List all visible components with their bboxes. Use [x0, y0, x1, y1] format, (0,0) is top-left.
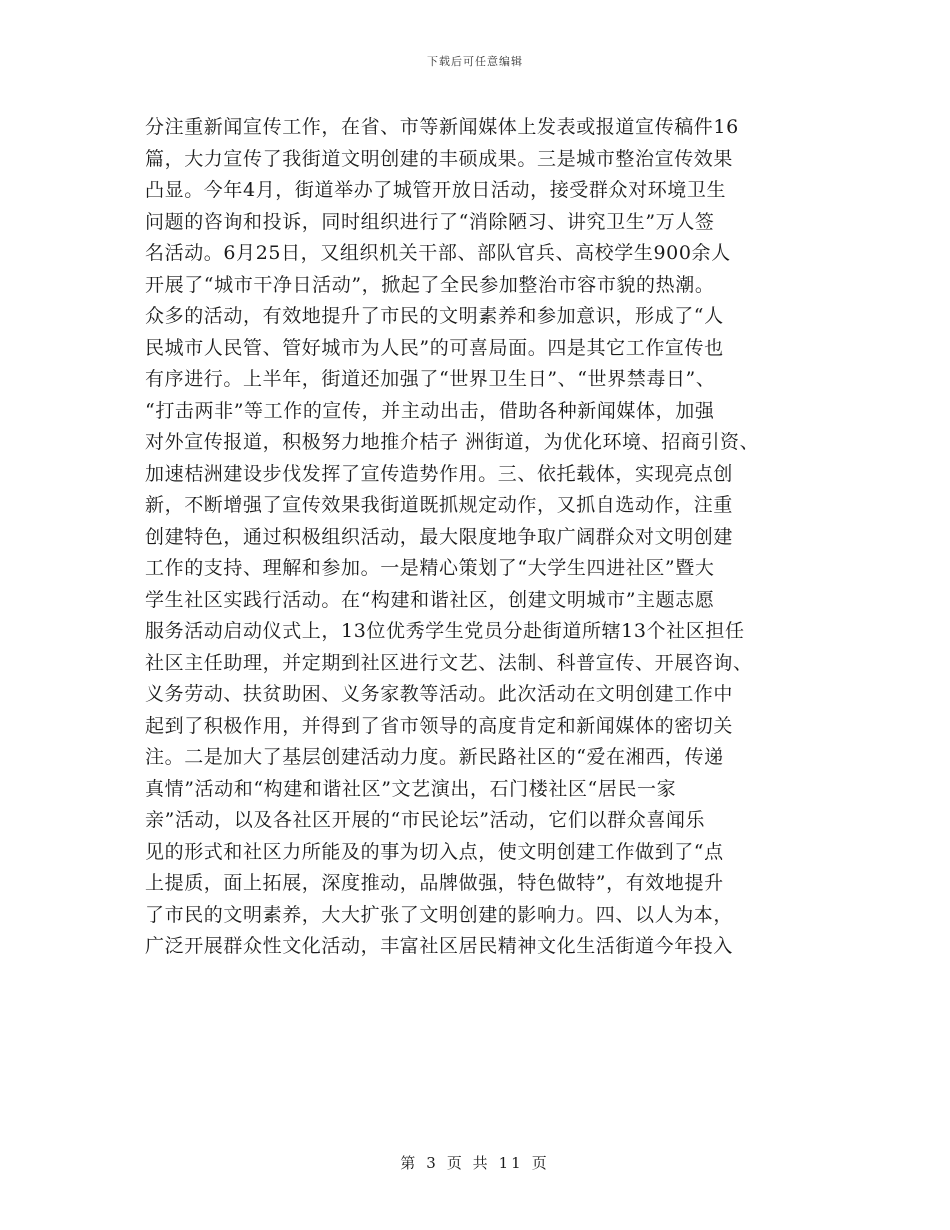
text-line: 有序进行。上半年，街道还加强了“世界卫生日”、“世界禁毒日”、	[145, 368, 716, 390]
text-line: 见的形式和社区力所能及的事为切入点，使文明创建工作做到了“点	[145, 840, 724, 863]
text-line: 分注重新闻宣传工作，在省、市等新闻媒体上发表或报道宣传稿件16	[145, 116, 739, 138]
text-line: 问题的咨询和投诉，同时组织进行了“消除陋习、讲究卫生”万人签	[145, 210, 715, 233]
text-line: 学生社区实践行活动。在“构建和谐社区，创建文明城市”主题志愿	[145, 588, 715, 611]
text-line: “打击两非”等工作的宣传，并主动出击，借助各种新闻媒体，加强	[145, 399, 715, 422]
text-line: 起到了积极作用，并得到了省市领导的高度肯定和新闻媒体的密切关	[145, 714, 734, 737]
text-line: 真情”活动和“构建和谐社区”文艺演出，石门楼社区“居民一家	[145, 777, 677, 800]
text-line: 上提质，面上拓展，深度推动，品牌做强，特色做特”，有效地提升	[145, 872, 724, 894]
footer-middle: 页 共	[446, 1154, 491, 1172]
header-note: 下载后可任意编辑	[427, 55, 523, 68]
text-line: 加速桔洲建设步伐发挥了宣传造势作用。三、依托载体，实现亮点创	[145, 462, 734, 485]
page-footer	[0, 1152, 950, 1173]
text-line: 注。二是加大了基层创建活动力度。新民路社区的“爱在湘西，传递	[145, 746, 724, 768]
text-line: 了市民的文明素养，大大扩张了文明创建的影响力。四、以人为本，	[145, 903, 734, 926]
text-line: 创建特色，通过积极组织活动，最大限度地争取广阔群众对文明创建	[145, 525, 734, 548]
text-line: 众多的活动，有效地提升了市民的文明素养和参加意识，形成了“人	[145, 305, 724, 327]
footer-page-number: 3	[426, 1154, 439, 1172]
body-text	[145, 112, 805, 963]
text-line: 篇，大力宣传了我街道文明创建的丰硕成果。三是城市整治宣传效果	[145, 147, 734, 170]
text-line: 名活动。6月25日，又组织机关干部、部队官兵、高校学生900余人	[145, 242, 731, 264]
text-line: 新，不断增强了宣传效果我街道既抓规定动作，又抓自选动作，注重	[145, 494, 734, 516]
text-line: 亲”活动，以及各社区开展的“市民论坛”活动，它们以群众喜闻乐	[145, 809, 706, 831]
text-line: 社区主任助理，并定期到社区进行文艺、法制、科普宣传、开展咨询、	[145, 651, 753, 674]
text-line: 民城市人民管、管好城市为人民”的可喜局面。四是其它工作宣传也	[145, 336, 724, 359]
text-line: 工作的支持、理解和参加。一是精心策划了“大学生四进社区”暨大	[145, 557, 715, 579]
text-line: 对外宣传报道，积极努力地推介桔子 洲街道，为优化环境、招商引资、	[145, 431, 760, 453]
footer-total-pages: 11	[498, 1154, 524, 1172]
text-line: 广泛开展群众性文化活动，丰富社区居民精神文化生活街道今年投入	[145, 935, 734, 957]
footer-prefix: 第	[400, 1154, 419, 1172]
footer-suffix: 页	[531, 1154, 550, 1172]
text-line: 义务劳动、扶贫助困、义务家教等活动。此次活动在文明创建工作中	[145, 683, 734, 705]
text-line: 开展了“城市干净日活动”，掀起了全民参加整治市容市貌的热潮。	[145, 273, 715, 296]
text-line: 凸显。今年4月，街道举办了城管开放日活动，接受群众对环境卫生	[145, 179, 727, 201]
text-line: 服务活动启动仪式上，13位优秀学生党员分赴街道所辖13个社区担任	[145, 620, 745, 642]
